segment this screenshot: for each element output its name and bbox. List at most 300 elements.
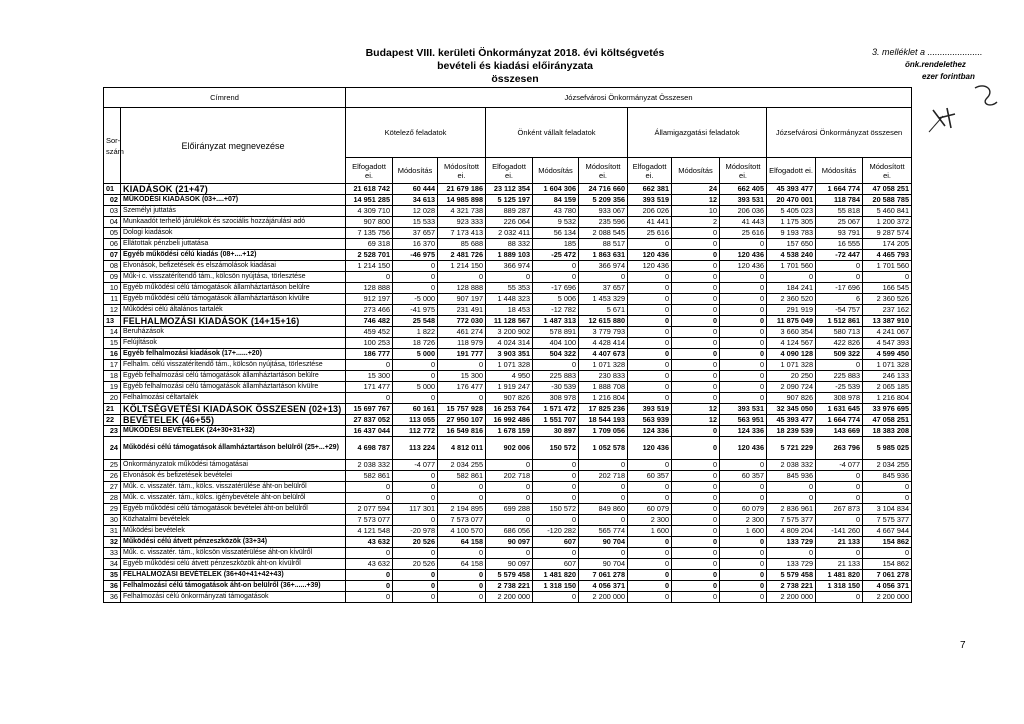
value-cell: 5 000 xyxy=(393,349,438,360)
value-cell: 90 704 xyxy=(579,559,628,570)
value-cell: 3 779 793 xyxy=(579,327,628,338)
title-line-2: bevételi és kiadási előirányzata xyxy=(437,60,593,72)
row-label: Felhalmozási célú támogatások áht-on belülről (36+......+39) xyxy=(121,581,346,592)
value-cell: 20 250 xyxy=(767,371,816,382)
value-cell: 0 xyxy=(393,283,438,294)
row-label: BEVÉTELEK (46+55) xyxy=(121,415,346,426)
value-cell: 0 xyxy=(720,393,767,404)
value-cell: 124 336 xyxy=(720,426,767,437)
value-cell: 5 579 458 xyxy=(486,570,533,581)
value-cell: 202 718 xyxy=(486,471,533,482)
value-cell: 0 xyxy=(720,460,767,471)
header-modositas: Módosítás xyxy=(672,158,720,184)
value-cell: 10 xyxy=(672,206,720,217)
value-cell: 16 549 816 xyxy=(438,426,486,437)
value-cell: 0 xyxy=(486,482,533,493)
value-cell: 186 777 xyxy=(346,349,393,360)
value-cell: 88 517 xyxy=(579,239,628,250)
value-cell: 1 919 247 xyxy=(486,382,533,393)
table-row xyxy=(104,504,912,515)
value-cell: 154 862 xyxy=(863,537,912,548)
value-cell: 33 976 695 xyxy=(863,404,912,415)
value-cell: 18 239 539 xyxy=(767,426,816,437)
table-row xyxy=(104,360,912,371)
row-label: Személyi juttatás xyxy=(121,206,346,217)
row-label: Egyéb működési célú átvett pénzeszközök áht-on kívülről xyxy=(121,559,346,570)
value-cell: 1 600 xyxy=(628,526,672,537)
table-row xyxy=(104,195,912,206)
value-cell: 2 528 701 xyxy=(346,250,393,261)
row-number: 13 xyxy=(104,316,121,327)
row-number: 35 xyxy=(104,570,121,581)
value-cell: 85 688 xyxy=(438,239,486,250)
header-modositas: Módosítás xyxy=(393,158,438,184)
table-row xyxy=(104,305,912,316)
header-elfogadott: Elfogadott ei. xyxy=(767,158,816,184)
row-number: 14 xyxy=(104,327,121,338)
value-cell: 120 436 xyxy=(720,250,767,261)
value-cell: 14 985 898 xyxy=(438,195,486,206)
row-label: Közhatalmi bevételek xyxy=(121,515,346,526)
row-label: Műk. c. visszatér. tám., kölcs. visszatérülése áht-on belülről xyxy=(121,482,346,493)
value-cell: 2 038 332 xyxy=(346,460,393,471)
value-cell: 0 xyxy=(672,349,720,360)
value-cell: 7 061 278 xyxy=(863,570,912,581)
value-cell: 0 xyxy=(393,393,438,404)
row-label: Felújítások xyxy=(121,338,346,349)
value-cell: 509 322 xyxy=(816,349,863,360)
value-cell: 0 xyxy=(438,581,486,592)
table-row xyxy=(104,404,912,415)
value-cell: 0 xyxy=(628,482,672,493)
value-cell: 912 197 xyxy=(346,294,393,305)
value-cell: 0 xyxy=(672,570,720,581)
value-cell: 0 xyxy=(816,261,863,272)
value-cell: 7 135 756 xyxy=(346,228,393,239)
header-kotelezo: Kötelező feladatok xyxy=(346,108,486,158)
value-cell: 4 241 067 xyxy=(863,327,912,338)
value-cell: 0 xyxy=(533,548,579,559)
value-cell: 0 xyxy=(720,592,767,603)
value-cell: 3 104 834 xyxy=(863,504,912,515)
row-label: Elvonások, befizetések és elszámolások kiadásai xyxy=(121,261,346,272)
value-cell: 45 393 477 xyxy=(767,415,816,426)
value-cell: 7 173 413 xyxy=(438,228,486,239)
value-cell: 176 477 xyxy=(438,382,486,393)
table-row xyxy=(104,382,912,393)
table-row xyxy=(104,228,912,239)
value-cell: 154 862 xyxy=(863,559,912,570)
value-cell: 0 xyxy=(672,581,720,592)
table-row xyxy=(104,371,912,382)
table-row xyxy=(104,460,912,471)
value-cell: 0 xyxy=(346,581,393,592)
value-cell: 185 xyxy=(533,239,579,250)
row-number: 15 xyxy=(104,338,121,349)
row-number: 22 xyxy=(104,415,121,426)
row-number: 12 xyxy=(104,305,121,316)
table-row xyxy=(104,426,912,437)
table-row xyxy=(104,272,912,283)
value-cell: 0 xyxy=(672,426,720,437)
table-row xyxy=(104,471,912,482)
value-cell: 0 xyxy=(533,360,579,371)
header-onkent: Önként vállalt feladatok xyxy=(486,108,628,158)
value-cell: 12 xyxy=(672,404,720,415)
value-cell: 0 xyxy=(720,482,767,493)
value-cell: 0 xyxy=(533,272,579,283)
value-cell: 2 xyxy=(672,217,720,228)
value-cell: 1 678 159 xyxy=(486,426,533,437)
value-cell: 5 985 025 xyxy=(863,437,912,460)
value-cell: 1 214 150 xyxy=(438,261,486,272)
value-cell: 5 000 xyxy=(393,382,438,393)
value-cell: 2 738 221 xyxy=(486,581,533,592)
row-number: 03 xyxy=(104,206,121,217)
value-cell: 1 512 861 xyxy=(816,316,863,327)
header-modositas: Módosítás xyxy=(816,158,863,184)
value-cell: -12 782 xyxy=(533,305,579,316)
value-cell: 0 xyxy=(672,305,720,316)
value-cell: 686 056 xyxy=(486,526,533,537)
value-cell: 0 xyxy=(816,493,863,504)
value-cell: 0 xyxy=(672,316,720,327)
value-cell: 1 600 xyxy=(720,526,767,537)
value-cell: 24 xyxy=(672,184,720,195)
value-cell: 124 336 xyxy=(628,426,672,437)
table-row xyxy=(104,493,912,504)
row-label: Műk-i c. visszatérítendő tám., kölcsön nyújtása, törlesztése xyxy=(121,272,346,283)
value-cell: 393 519 xyxy=(628,404,672,415)
value-cell: 0 xyxy=(533,482,579,493)
value-cell: -4 077 xyxy=(816,460,863,471)
value-cell: 11 875 049 xyxy=(767,316,816,327)
value-cell: 0 xyxy=(628,360,672,371)
value-cell: 267 873 xyxy=(816,504,863,515)
value-cell: 366 974 xyxy=(579,261,628,272)
value-cell: 0 xyxy=(346,592,393,603)
value-cell: 23 112 354 xyxy=(486,184,533,195)
value-cell: 0 xyxy=(628,349,672,360)
value-cell: 1 709 056 xyxy=(579,426,628,437)
table-row xyxy=(104,515,912,526)
value-cell: 1 701 560 xyxy=(767,261,816,272)
row-number: 29 xyxy=(104,504,121,515)
value-cell: 41 441 xyxy=(628,217,672,228)
value-cell: 563 951 xyxy=(720,415,767,426)
row-label: FELHALMOZÁSI KIADÁSOK (14+15+16) xyxy=(121,316,346,327)
value-cell: 16 555 xyxy=(816,239,863,250)
value-cell: 907 800 xyxy=(346,217,393,228)
value-cell: -120 282 xyxy=(533,526,579,537)
value-cell: 0 xyxy=(579,482,628,493)
value-cell: 1 175 305 xyxy=(767,217,816,228)
row-label: Felhalmozási célú önkormányzati támogatások xyxy=(121,592,346,603)
table-row xyxy=(104,327,912,338)
value-cell: 0 xyxy=(486,548,533,559)
header-modositott: Módosított ei. xyxy=(863,158,912,184)
row-number: 36 xyxy=(104,592,121,603)
value-cell: 60 357 xyxy=(720,471,767,482)
value-cell: 174 205 xyxy=(863,239,912,250)
value-cell: 1 216 804 xyxy=(579,393,628,404)
row-label: MŰKÖDÉSI BEVÉTELEK (24+30+31+32) xyxy=(121,426,346,437)
value-cell: 1 052 578 xyxy=(579,437,628,460)
value-cell: 90 097 xyxy=(486,537,533,548)
value-cell: 0 xyxy=(628,283,672,294)
value-cell: 18 726 xyxy=(393,338,438,349)
value-cell: 2 034 255 xyxy=(863,460,912,471)
row-number: 32 xyxy=(104,537,121,548)
value-cell: 2 090 724 xyxy=(767,382,816,393)
header-group: Józsefvárosi Önkormányzat Összesen xyxy=(346,88,912,108)
value-cell: 0 xyxy=(672,261,720,272)
value-cell: 21 133 xyxy=(816,537,863,548)
value-cell: 772 030 xyxy=(438,316,486,327)
value-cell: -5 000 xyxy=(393,294,438,305)
value-cell: 0 xyxy=(672,327,720,338)
value-cell: 662 405 xyxy=(720,184,767,195)
value-cell: 4 599 450 xyxy=(863,349,912,360)
value-cell: 5 671 xyxy=(579,305,628,316)
row-number: 36 xyxy=(104,581,121,592)
table-row xyxy=(104,316,912,327)
value-cell: 0 xyxy=(346,360,393,371)
value-cell: 0 xyxy=(720,371,767,382)
table-row xyxy=(104,537,912,548)
table-row xyxy=(104,184,912,195)
value-cell: 907 197 xyxy=(438,294,486,305)
value-cell: 4 698 787 xyxy=(346,437,393,460)
value-cell: 9 532 xyxy=(533,217,579,228)
value-cell: 112 772 xyxy=(393,426,438,437)
value-cell: 0 xyxy=(672,526,720,537)
header-eloiranyzat: Előirányzat megnevezése xyxy=(121,108,346,184)
value-cell: 60 161 xyxy=(393,404,438,415)
value-cell: 7 575 377 xyxy=(767,515,816,526)
value-cell: 47 058 251 xyxy=(863,415,912,426)
value-cell: 0 xyxy=(533,261,579,272)
value-cell: -25 539 xyxy=(816,382,863,393)
value-cell: 0 xyxy=(438,493,486,504)
table-row xyxy=(104,283,912,294)
value-cell: 4 538 240 xyxy=(767,250,816,261)
value-cell: 459 452 xyxy=(346,327,393,338)
value-cell: 2 360 520 xyxy=(767,294,816,305)
value-cell: 0 xyxy=(720,338,767,349)
header-modositott: Módosított ei. xyxy=(579,158,628,184)
value-cell: 0 xyxy=(720,360,767,371)
table-row xyxy=(104,548,912,559)
value-cell: 0 xyxy=(486,515,533,526)
value-cell: 393 531 xyxy=(720,404,767,415)
row-number: 33 xyxy=(104,548,121,559)
value-cell: 565 774 xyxy=(579,526,628,537)
value-cell: 4 056 371 xyxy=(863,581,912,592)
value-cell: 0 xyxy=(672,228,720,239)
value-cell: 308 978 xyxy=(533,393,579,404)
value-cell: 1 481 820 xyxy=(533,570,579,581)
value-cell: 4 547 393 xyxy=(863,338,912,349)
value-cell: 0 xyxy=(438,570,486,581)
value-cell: 0 xyxy=(393,515,438,526)
value-cell: 18 544 193 xyxy=(579,415,628,426)
value-cell: 2 481 726 xyxy=(438,250,486,261)
value-cell: 393 519 xyxy=(628,195,672,206)
value-cell: 0 xyxy=(579,460,628,471)
value-cell: 20 526 xyxy=(393,537,438,548)
value-cell: 1 551 707 xyxy=(533,415,579,426)
value-cell: 0 xyxy=(863,548,912,559)
value-cell: 0 xyxy=(438,360,486,371)
value-cell: 11 128 567 xyxy=(486,316,533,327)
value-cell: 2 065 185 xyxy=(863,382,912,393)
value-cell: 0 xyxy=(672,360,720,371)
value-cell: 0 xyxy=(628,239,672,250)
header-elfogadott: Elfogadott ei. xyxy=(486,158,533,184)
value-cell: 923 333 xyxy=(438,217,486,228)
value-cell: 0 xyxy=(628,548,672,559)
value-cell: 202 718 xyxy=(579,471,628,482)
value-cell: 1 664 774 xyxy=(816,415,863,426)
value-cell: 582 861 xyxy=(438,471,486,482)
value-cell: 0 xyxy=(672,515,720,526)
value-cell: 25 548 xyxy=(393,316,438,327)
value-cell: 1 863 631 xyxy=(579,250,628,261)
value-cell: 902 006 xyxy=(486,437,533,460)
row-label: Működési célú támogatások államháztartáson belülről (25+...+29) xyxy=(121,437,346,460)
table-row xyxy=(104,393,912,404)
value-cell: 21 133 xyxy=(816,559,863,570)
table-row xyxy=(104,570,912,581)
value-cell: 0 xyxy=(486,493,533,504)
header-modositott: Módosított ei. xyxy=(720,158,767,184)
value-cell: 30 897 xyxy=(533,426,579,437)
value-cell: 0 xyxy=(393,371,438,382)
value-cell: 18 383 208 xyxy=(863,426,912,437)
value-cell: 0 xyxy=(486,272,533,283)
row-number: 25 xyxy=(104,460,121,471)
row-number: 19 xyxy=(104,382,121,393)
row-label: Dologi kiadások xyxy=(121,228,346,239)
value-cell: 1 318 150 xyxy=(533,581,579,592)
value-cell: 12 028 xyxy=(393,206,438,217)
value-cell: 2 300 xyxy=(720,515,767,526)
row-number: 24 xyxy=(104,437,121,460)
row-label: Egyéb működési célú támogatások bevételei áht-on belülről xyxy=(121,504,346,515)
row-label: Beruházások xyxy=(121,327,346,338)
value-cell: 15 300 xyxy=(346,371,393,382)
header-modositott: Módosított ei. xyxy=(438,158,486,184)
title-line-1: Budapest VIII. kerületi Önkormányzat 2018. évi költségvetés xyxy=(365,47,665,59)
value-cell: 2 194 895 xyxy=(438,504,486,515)
value-cell: 5 125 197 xyxy=(486,195,533,206)
value-cell: 15 533 xyxy=(393,217,438,228)
value-cell: 0 xyxy=(816,592,863,603)
value-cell: 0 xyxy=(720,349,767,360)
table-row xyxy=(104,581,912,592)
value-cell: 0 xyxy=(438,548,486,559)
value-cell: 16 992 486 xyxy=(486,415,533,426)
value-cell: 582 861 xyxy=(346,471,393,482)
value-cell: 1 604 306 xyxy=(533,184,579,195)
value-cell: 60 357 xyxy=(628,471,672,482)
row-label: Műk. c. visszatér. tám., kölcs. igénybevétele áht-on belülről xyxy=(121,493,346,504)
value-cell: 4 428 414 xyxy=(579,338,628,349)
value-cell: 0 xyxy=(393,272,438,283)
row-label: Egyéb működési célú támogatások államháztartáson kívülre xyxy=(121,294,346,305)
value-cell: 263 796 xyxy=(816,437,863,460)
value-cell: 206 026 xyxy=(628,206,672,217)
value-cell: 1 822 xyxy=(393,327,438,338)
value-cell: 2 360 526 xyxy=(863,294,912,305)
row-number: 23 xyxy=(104,426,121,437)
value-cell: 0 xyxy=(672,493,720,504)
value-cell: 25 616 xyxy=(720,228,767,239)
value-cell: 64 158 xyxy=(438,537,486,548)
table-row xyxy=(104,294,912,305)
value-cell: 32 345 050 xyxy=(767,404,816,415)
table-row xyxy=(104,338,912,349)
value-cell: 0 xyxy=(863,493,912,504)
value-cell: 2 300 xyxy=(628,515,672,526)
row-label: Működési célú átvett pénzeszközök (33+34) xyxy=(121,537,346,548)
table-row xyxy=(104,415,912,426)
header-cimrend: Címrend xyxy=(104,88,346,108)
value-cell: 0 xyxy=(628,537,672,548)
row-number: 07 xyxy=(104,250,121,261)
value-cell: 4 321 738 xyxy=(438,206,486,217)
value-cell: 0 xyxy=(628,592,672,603)
value-cell: 0 xyxy=(672,272,720,283)
value-cell: 0 xyxy=(393,261,438,272)
value-cell: 128 888 xyxy=(438,283,486,294)
value-cell: 5 460 841 xyxy=(863,206,912,217)
value-cell: 237 162 xyxy=(863,305,912,316)
value-cell: 291 919 xyxy=(767,305,816,316)
value-cell: 16 253 764 xyxy=(486,404,533,415)
value-cell: 60 079 xyxy=(720,504,767,515)
value-cell: 120 436 xyxy=(628,437,672,460)
value-cell: 1 487 313 xyxy=(533,316,579,327)
value-cell: 2 836 961 xyxy=(767,504,816,515)
header-elfogadott: Elfogadott ei. xyxy=(346,158,393,184)
value-cell: 0 xyxy=(672,283,720,294)
value-cell: 246 133 xyxy=(863,371,912,382)
value-cell: 231 491 xyxy=(438,305,486,316)
value-cell: 366 974 xyxy=(486,261,533,272)
value-cell: 0 xyxy=(393,360,438,371)
value-cell: 2 200 000 xyxy=(767,592,816,603)
value-cell: 55 353 xyxy=(486,283,533,294)
value-cell: 662 381 xyxy=(628,184,672,195)
value-cell: 150 572 xyxy=(533,504,579,515)
value-cell: 6 xyxy=(816,294,863,305)
row-number: 06 xyxy=(104,239,121,250)
value-cell: 0 xyxy=(672,338,720,349)
document-title xyxy=(330,47,700,86)
value-cell: 1 071 328 xyxy=(767,360,816,371)
value-cell: 1 071 328 xyxy=(863,360,912,371)
value-cell: 0 xyxy=(628,493,672,504)
value-cell: 7 061 278 xyxy=(579,570,628,581)
value-cell: 0 xyxy=(628,316,672,327)
table-row xyxy=(104,559,912,570)
value-cell: 563 939 xyxy=(628,415,672,426)
table-row xyxy=(104,482,912,493)
value-cell: 43 632 xyxy=(346,559,393,570)
value-cell: 25 616 xyxy=(628,228,672,239)
